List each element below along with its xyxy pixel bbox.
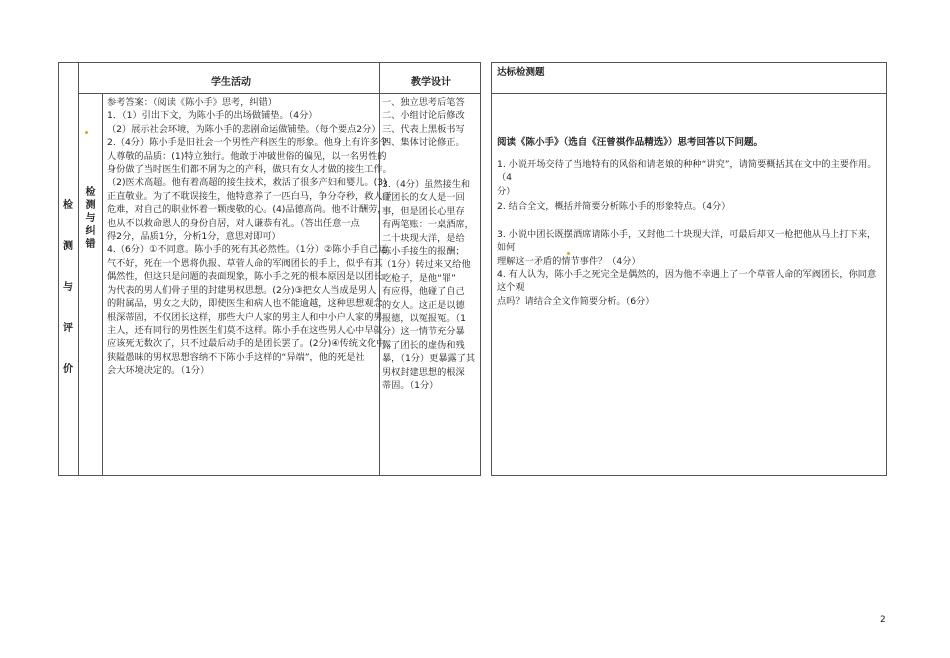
design-line: 吃枪子，是他“罪” [382,272,456,284]
design-line: 暴，（1分）更暴露了其 [382,353,476,365]
design-line: 二十块现大洋，是给 [382,232,465,244]
question-title: 阅读《陈小手》（选自《汪曾祺作品精选》）思考回答以下问题。 [497,137,764,148]
design-line: 蒂固。（1分） [382,380,439,392]
answer-line: 也从不以救命恩人的身份自居，对人谦恭有礼。（答出任意一点 [107,217,360,229]
highlight-mark [85,131,88,134]
design-step: 二、小组讨论后修改 [382,110,465,122]
answer-line: 为代表的男人们骨子里的封建男权思想。(2分)③把女人当成是男人 [107,284,377,296]
answer-line: 人尊敬的品质：(1)特立独行。他敢于冲破世俗的偏见，以一名男性的 [107,150,387,162]
design-step: 一、独立思考后笔答 [382,97,465,108]
design-line: 有应得，他碰了自己 [382,286,465,298]
answer-line: 主人，还有同行的男性医生们莫不这样。陈小手在这些男人心中早就 [107,324,383,336]
answer-line: 身份做了当时医生们都不屑为之的产科，做只有女人才做的接生工作。 [107,164,392,176]
design-line: 分）这一情节充分暴 [382,326,465,338]
design-line: 陈小手接生的报酬； [382,246,465,258]
design-answer-3 [382,178,475,393]
answer-line: 1．（1）引出下文，为陈小手的出场做铺垫。（4分） [107,110,318,122]
design-line: 有两笔账：一桌酒席， [382,219,474,231]
highlight-mark [567,252,570,255]
answer-line: （2）展示社会环境，为陈小手的悲剧命运做铺垫。（每个要点2分） [107,123,381,135]
header-teaching-design: 教学设计 [411,77,451,88]
answer-line: 的附属品，男女之大防，即使医生和病人也不能逾越，这种思想观念 [107,298,383,310]
design-line: 男权封建思想的根深 [382,366,465,378]
right-header: 达标检测题 [497,67,545,78]
answer-line: 气不好，死在一个恩将仇报、草菅人命的军阀团长的手上，似乎有其 [107,257,383,269]
design-line: 的女人。这正是以德 [382,299,465,311]
answer-line: 狭隘愚昧的男权思想容纳不下陈小手这样的“异端”，他的死是社 [107,351,365,363]
answer-line: 会大环境决定的。（1分） [107,365,210,377]
design-line: 3.（4分）虽然接生和 [382,179,471,190]
answer-line: 应该死无数次了，只不过最后动手的是团长罢了。(2分)④传统文化中 [107,338,386,350]
design-line: （1分）转过来又给他 [382,259,471,271]
sub-label-detect-correct: 检 测 与 纠 错 [85,187,96,250]
design-step: 四、集体讨论修正。 [382,137,465,149]
answer-line: （2)医术高超。他有着高超的接生技术，救活了很多产妇和婴儿。(3) [107,177,387,189]
answer-line: 参考答案：（阅读《陈小手》思考，纠错） [107,97,277,108]
answer-line: 得2分，品质1分，分析1分，意思对即可） [107,231,281,243]
question-1: 1. 小说开场交待了当地特有的风俗和请老娘的种种“讲究”，请简要概括其在文中的主要作用。（4 分） [497,159,877,197]
question-3: 3. 小说中团长既摆酒席请陈小手，又封他二十块现大洋，可最后却又一枪把他从马上打下来，如何 理解这一矛盾的情节事件？（4分） [497,229,877,267]
design-line: 事，但是团长心里存 [382,205,465,217]
design-line: 露了团长的虚伪和残 [382,339,465,351]
design-line: 报德，以冤报冤。（1 [382,313,466,325]
answer-line: 正直敬业。为了不耽误接生，他特意养了一匹白马，争分夺秒，救人于 [107,190,392,202]
design-line: 碰团长的女人是一回 [382,192,465,204]
answer-line: 根深蒂固，不仅团长这样，那些大户人家的男主人和中小户人家的男 [107,311,383,323]
answer-line: 危难，对自己的职业怀着一颗虔敬的心。(4)品德高尚。他不计酬劳， [107,204,387,216]
question-4: 4. 有人认为，陈小手之死完全是偶然的，因为他不幸遇上了一个草菅人命的军阀团长，你同意这个观 点吗？请结合全文作简要分析。（6分） [497,269,877,307]
answer-line: 偶然性，但这只是问题的表面现象，陈小手之死的根本原因是以团长 [107,271,383,283]
header-student-activity: 学生活动 [211,77,251,88]
design-steps [382,96,465,150]
answer-line: 4.（6分）①不同意。陈小手的死有其必然性。（1分）②陈小手自己运 [107,244,388,256]
section-label-detect-evaluate: 检 测 与 评 价 [63,200,73,375]
question-2: 2. 结合全文，概括并简要分析陈小手的形象特点。（4分） [497,201,731,212]
answer-block [107,96,392,378]
design-step: 三、代表上黑板书写 [382,123,465,135]
answer-line: 2.（4分）陈小手是旧社会一个男性产科医生的形象。他身上有许多令 [107,137,389,149]
page-number: 2 [880,615,886,625]
